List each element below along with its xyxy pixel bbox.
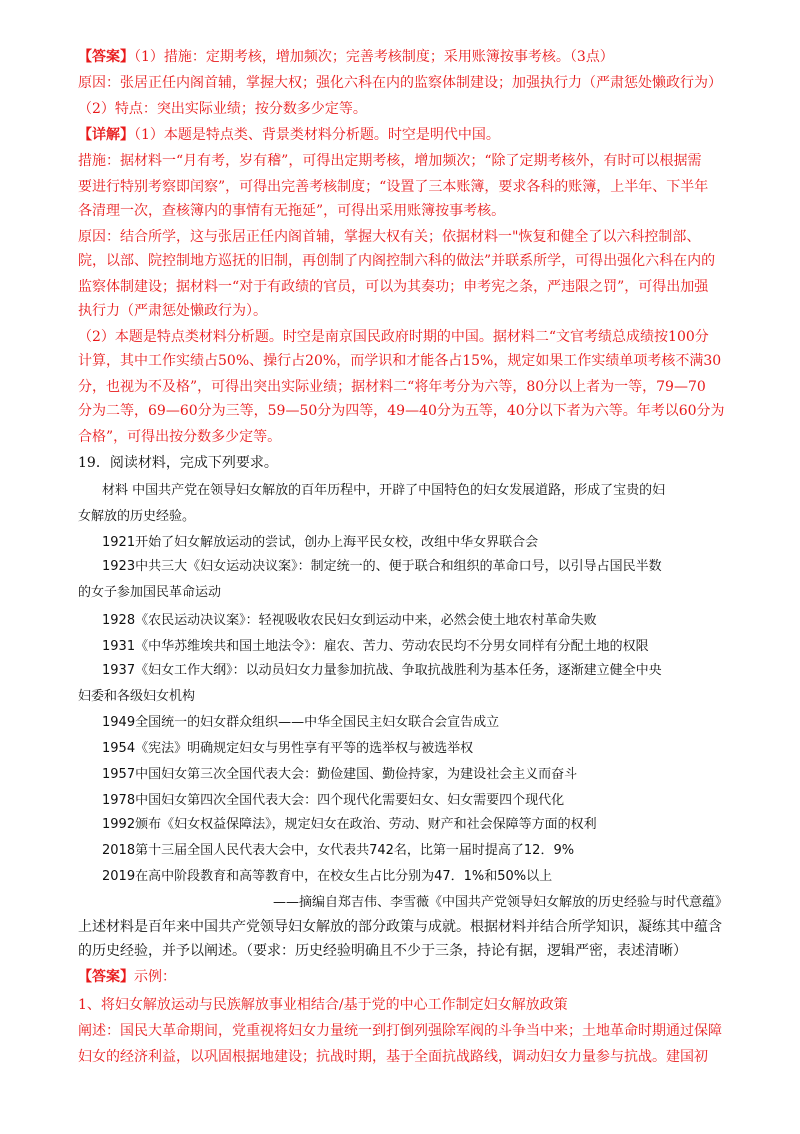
line-text: 2019在高中阶段教育和高等教育中，在校女生占比分别为47．1%和50%以上 bbox=[102, 869, 553, 884]
line-text: 1978中国妇女第四次全国代表大会：四个现代化需要妇女、妇女需要四个现代化 bbox=[102, 793, 565, 808]
line-text: 各清理一次，查核簿内的事情有无拖延”，可得出采用账簿按事考核。 bbox=[78, 203, 506, 219]
line-text: 女解放的历史经验。 bbox=[78, 509, 196, 524]
text-line-26 bbox=[78, 686, 728, 708]
line-text: 1937《妇女工作大纲》：以动员妇女力量参加抗战、争取抗战胜利为基本任务，逐渐建立健全中央 bbox=[102, 663, 662, 678]
line-text: 1、将妇女解放运动与民族解放事业相结合/基于党的中心工作制定妇女解放政策 bbox=[78, 997, 568, 1013]
text-line-38 bbox=[78, 994, 728, 1016]
line-text: 1931《中华苏维埃共和国土地法令》：雇农、苦力、劳动农民均不分男女同样有分配土地的权限 bbox=[102, 639, 649, 654]
line-text: 措施：据材料一“月有考，岁有稽”，可得出定期考核，增加频次；“除了定期考核外，有时可以根据需 bbox=[78, 153, 702, 169]
line-text: 分，也视为不及格”，可得出突出实际业绩；据材料二“将年考分为六等，80分以上者为一等，79—70 bbox=[78, 379, 706, 395]
text-line-39 bbox=[78, 1020, 728, 1042]
line-text: 计算，其中工作实绩占50%、操行占20%，而学识和才能各占15%，规定如果工作实绩单项考核不满30 bbox=[78, 353, 722, 369]
text-line-14 bbox=[78, 376, 728, 398]
text-line-19 bbox=[78, 506, 728, 528]
line-text: 1992颁布《妇女权益保障法》，规定妇女在政治、劳动、财产和社会保障等方面的权利 bbox=[102, 817, 597, 832]
line-text: （2）特点：突出实际业绩；按分数多少定等。 bbox=[78, 101, 367, 117]
line-text: 材料 中国共产党在领导妇女解放的百年历程中，开辟了中国特色的妇女发展道路，形成了宝贵的妇 bbox=[102, 483, 666, 498]
line-text: 19．阅读材料，完成下列要求。 bbox=[78, 455, 278, 471]
line-text: 阐述：国民大革命期间，党重视将妇女力量统一到打倒列强除军阀的斗争当中来；土地革命时期通过保障 bbox=[78, 1023, 722, 1039]
line-text: 示例： bbox=[134, 969, 176, 985]
text-line-9 bbox=[78, 250, 728, 272]
text-line-3 bbox=[78, 98, 728, 120]
line-text: 的历史经验，并予以阐述。（要求：历史经验明确且不少于三条，持论有据，逻辑严密，表述清晰） bbox=[78, 943, 687, 959]
line-text: 原因：结合所学，这与张居正任内阁首辅，掌握大权有关；依据材料一"恢复和健全了以六科控制部、 bbox=[78, 229, 701, 245]
section-tag: 【答案】 bbox=[78, 969, 134, 985]
text-line-16 bbox=[78, 426, 728, 448]
text-line-25 bbox=[102, 660, 752, 682]
line-text: 1954《宪法》明确规定妇女与男性享有平等的选举权与被选举权 bbox=[102, 741, 474, 756]
line-text: 1949全国统一的妇女群众组织——中华全国民主妇女联合会宣告成立 bbox=[102, 715, 500, 730]
line-text: 的女子参加国民革命运动 bbox=[78, 585, 222, 600]
line-text: 1923中共三大《妇女运动决议案》：制定统一的、便于联合和组织的革命口号，以引导占国民半数 bbox=[102, 559, 662, 574]
line-text: 分为二等，69—60分为三等，59—50分为四等，49—40分为五等，40分以下者为六等。年考以60分为 bbox=[78, 403, 725, 419]
text-line-37 bbox=[78, 966, 728, 988]
line-text: 2018第十三届全国人民代表大会中，女代表共742名，比第一届时提高了12．9% bbox=[102, 843, 575, 858]
line-text: 要进行特别考察即闰察”，可得出完善考核制度；“设置了三本账簿，要求各科的账簿，上半年、下半年 bbox=[78, 179, 709, 195]
text-line-36 bbox=[78, 940, 728, 962]
text-line-15 bbox=[78, 400, 728, 422]
line-text: 上述材料是百年来中国共产党领导妇女解放的部分政策与成就。根据材料并结合所学知识，凝练其中蕴含 bbox=[78, 919, 722, 935]
text-line-10 bbox=[78, 276, 728, 298]
line-text: 1957中国妇女第三次全国代表大会：勤俭建国、勤俭持家，为建设社会主义而奋斗 bbox=[102, 767, 578, 782]
line-text: 院，以部、院控制地方巡抚的旧制，再创制了内阁控制六科的做法”并联系所学，可得出强化六科在内的 bbox=[78, 253, 716, 269]
text-line-6 bbox=[78, 176, 728, 198]
line-text: 妇委和各级妇女机构 bbox=[78, 689, 196, 704]
text-line-34 bbox=[78, 892, 728, 914]
line-text: （1）本题是特点类、背景类材料分析题。时空是明代中国。 bbox=[134, 127, 500, 143]
text-line-30 bbox=[102, 790, 752, 812]
text-line-29 bbox=[102, 764, 752, 786]
text-line-21 bbox=[102, 556, 752, 578]
text-line-5 bbox=[78, 150, 728, 172]
line-text: 监察体制建设；据材料一“对于有政绩的官员，可以为其奏功；申考宪之条，严违限之罚”，可得出加强 bbox=[78, 279, 709, 295]
line-text: 合格”，可得出按分数多少定等。 bbox=[78, 429, 282, 445]
text-line-32 bbox=[102, 840, 752, 862]
line-text: （2）本题是特点类材料分析题。时空是南京国民政府时期的中国。据材料二“文官考绩总成绩按100分 bbox=[78, 329, 709, 345]
section-tag: 【详解】 bbox=[78, 127, 134, 143]
text-line-1 bbox=[78, 46, 728, 68]
section-tag: 【答案】 bbox=[78, 49, 134, 65]
text-line-27 bbox=[102, 712, 752, 734]
line-text: 妇女的经济利益，以巩固根据地建设；抗战时期，基于全面抗战路线，调动妇女力量参与抗战。建国初 bbox=[78, 1049, 708, 1065]
text-line-28 bbox=[102, 738, 752, 760]
text-line-33 bbox=[102, 866, 752, 888]
text-line-12 bbox=[78, 326, 728, 348]
line-text: 1928《农民运动决议案》：轻视吸收农民妇女到运动中来，必然会使土地农村革命失败 bbox=[102, 613, 597, 628]
text-line-31 bbox=[102, 814, 752, 836]
text-line-4 bbox=[78, 124, 728, 146]
text-line-24 bbox=[102, 636, 752, 658]
line-text: 执行力（严肃惩处懒政行为）。 bbox=[78, 303, 267, 319]
line-text: ——摘编自郑吉伟、李雪薇《中国共产党领导妇女解放的历史经验与时代意蕴》 bbox=[272, 895, 728, 910]
line-text: （1）措施：定期考核，增加频次；完善考核制度；采用账簿按事考核。（3点） bbox=[134, 49, 614, 65]
text-line-11 bbox=[78, 300, 728, 322]
text-line-35 bbox=[78, 916, 728, 938]
text-line-18 bbox=[102, 480, 752, 502]
text-line-13 bbox=[78, 350, 728, 372]
text-line-40 bbox=[78, 1046, 728, 1068]
text-line-17 bbox=[78, 452, 728, 474]
text-line-7 bbox=[78, 200, 728, 222]
text-line-8 bbox=[78, 226, 728, 248]
text-line-2 bbox=[78, 72, 728, 94]
text-line-22 bbox=[78, 582, 728, 604]
line-text: 原因：张居正任内阁首辅，掌握大权；强化六科在内的监察体制建设；加强执行力（严肃惩处懒政行为） bbox=[78, 75, 722, 91]
text-line-23 bbox=[102, 610, 752, 632]
text-line-20 bbox=[102, 532, 752, 554]
line-text: 1921开始了妇女解放运动的尝试，创办上海平民女校，改组中华女界联合会 bbox=[102, 535, 539, 550]
